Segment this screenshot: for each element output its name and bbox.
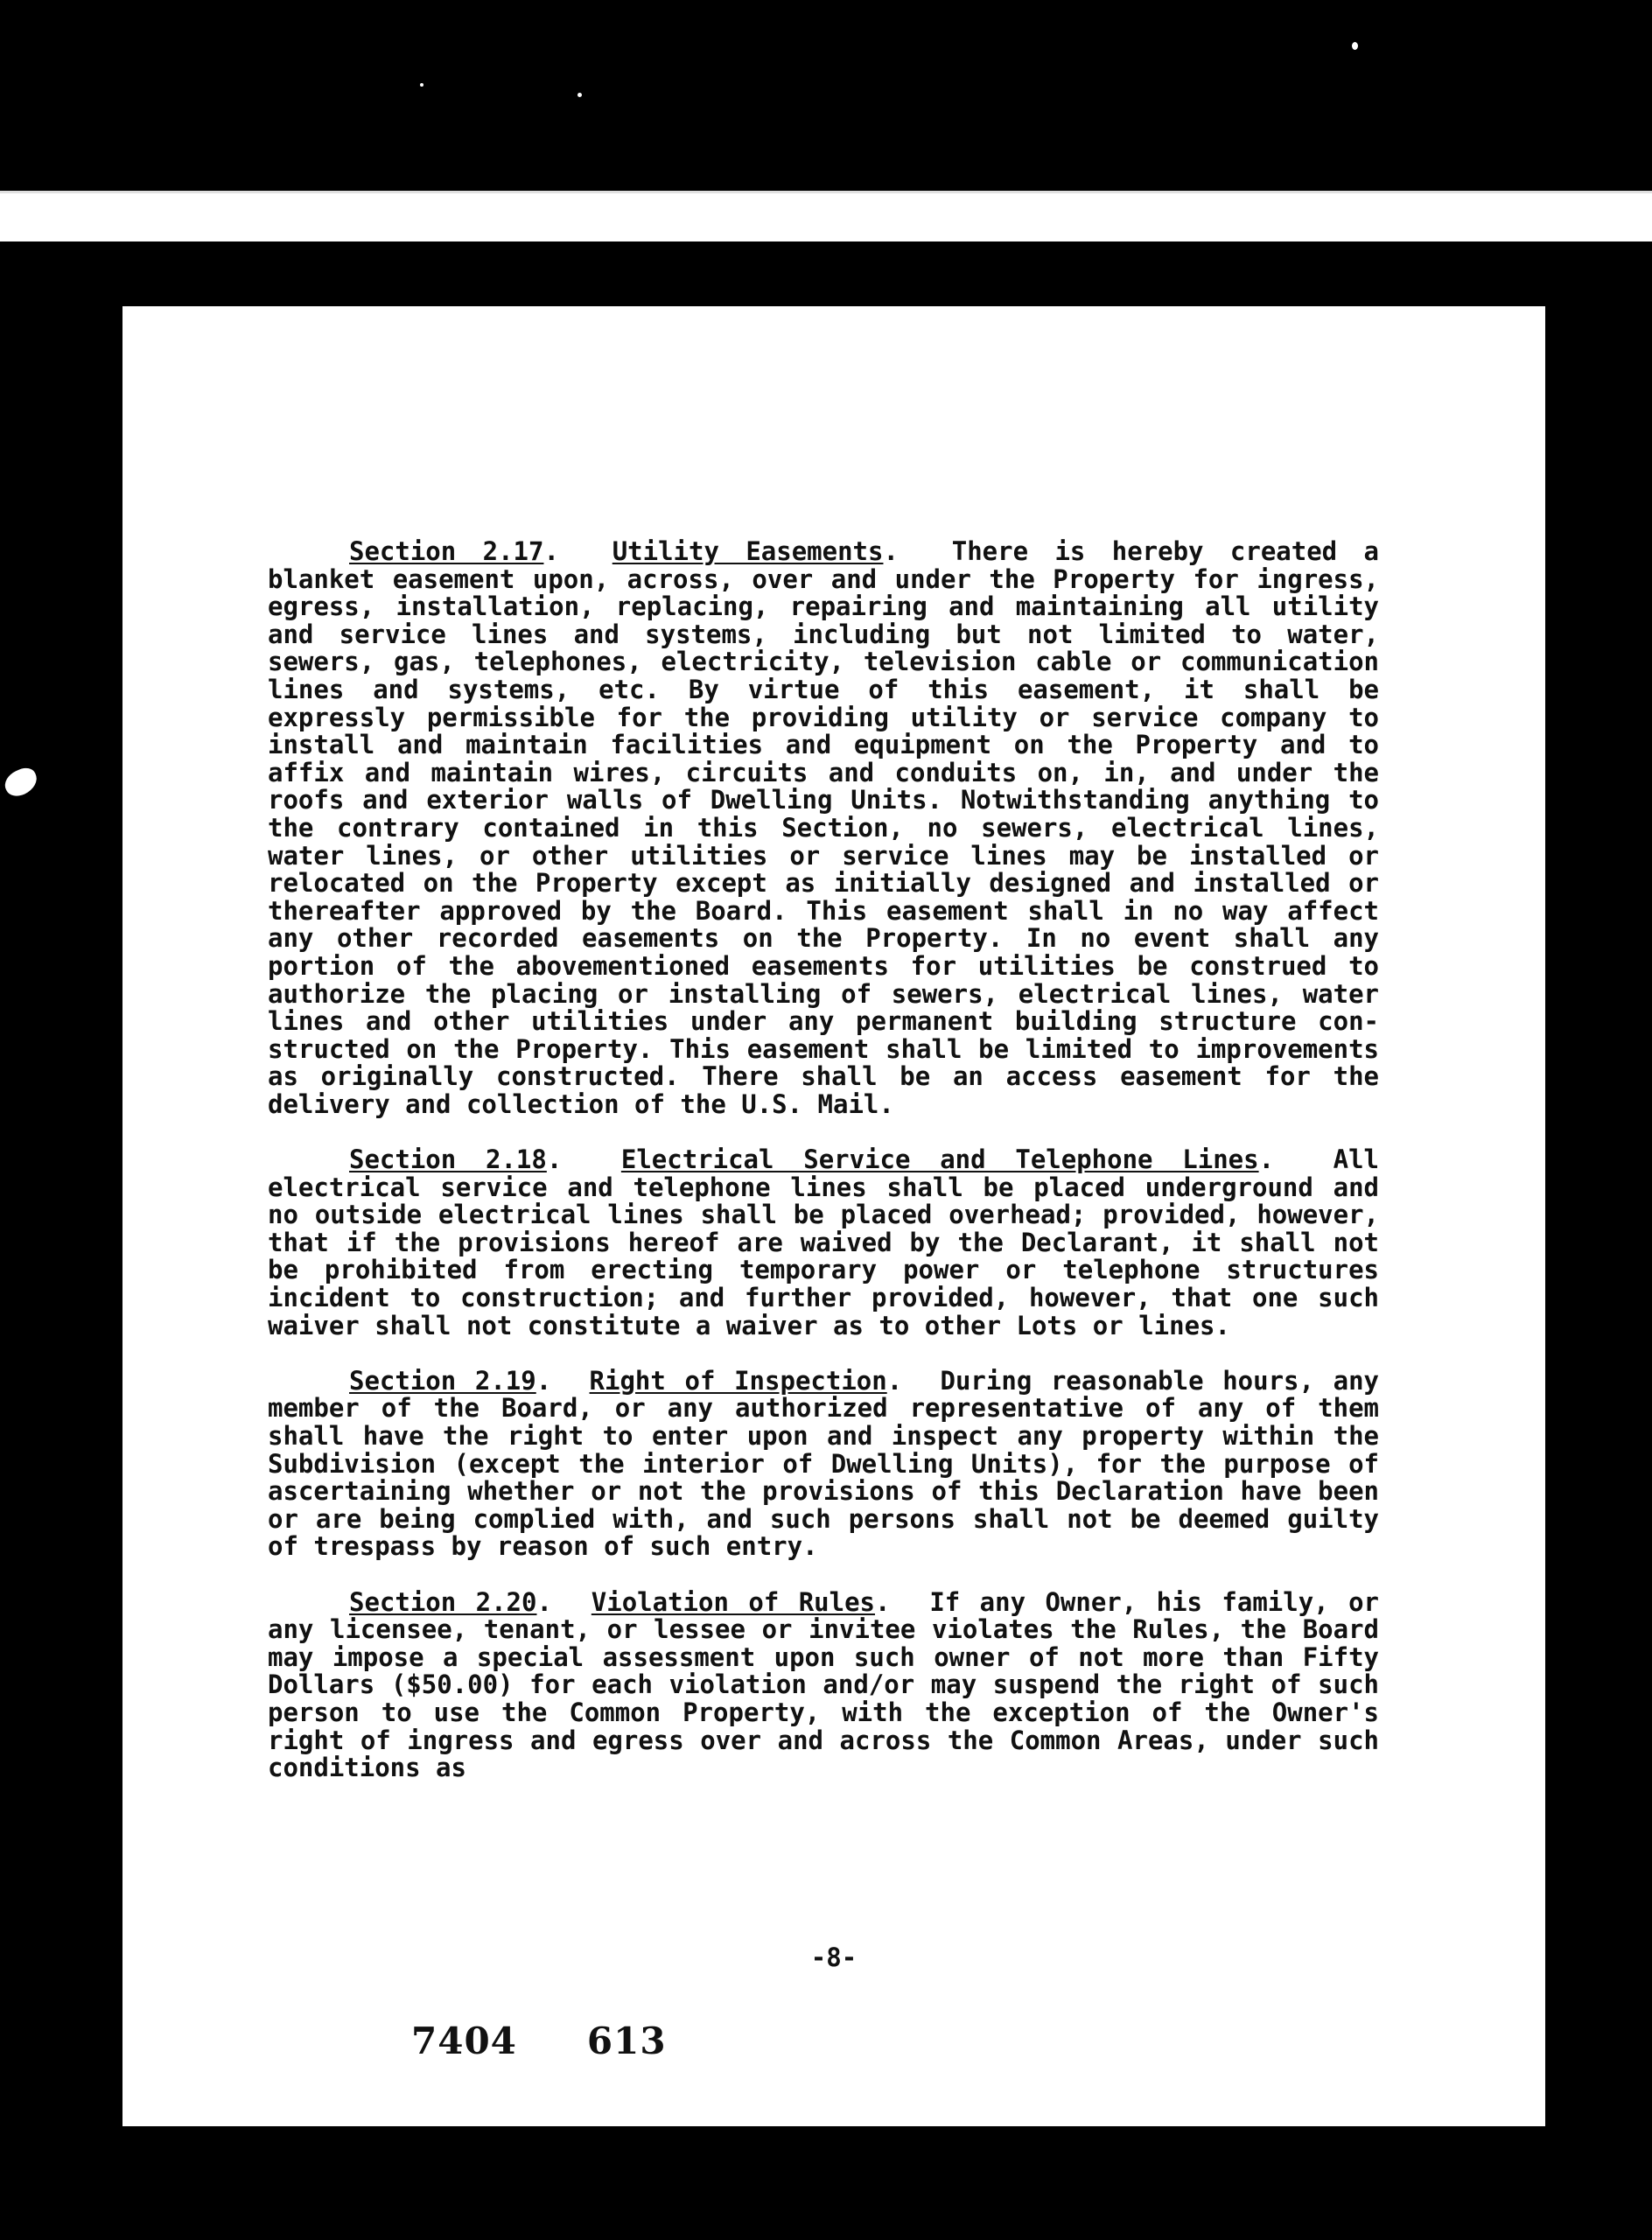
section-paragraph: Section 2.19. Right of Inspection. During reasonable hours, any member of the Board, or any authorized representative of any of them shall have the right to enter upon and inspect any property within the Subdivision (except the interior of Dwelling Units), for the purpose of ascertaining whether or not the provisions of this Declaration have been or are being complied with, and such persons shall not be deemed guilty of trespass by reason of such entry.	[268, 1365, 1380, 1562]
scan-speck	[1352, 42, 1358, 50]
scan-streak	[0, 191, 1652, 193]
section-number: Section 2.20	[349, 1586, 537, 1617]
page-number: -8-	[810, 1942, 858, 1972]
scan-blot	[1, 764, 41, 800]
section-text: During reasonable hours, any member of the Board, or any authorized representative of any of them shall have the right to enter upon and inspect any property within the Subdivision (except the interior of Dwelling Units), for the purpose of ascertaining whether or not the provisions of this Declaration have been or are being complied with, and such persons shall not be deemed guilty of trespass by reason of such entry.	[268, 1365, 1380, 1562]
section-text: There is hereby created a blanket easement upon, across, over and under the Property for ingress, egress, installation, replacing, repairing and maintaining all utility and service lines and systems, including but not limited to water, sewers, gas, telephones, electricity, television cable or communication lines and systems, etc. By virtue of this easement, it shall be expressly permissible for the providing utility or service company to install and maintain facilities and equipment on the Property and to affix and maintain wires, circuits and conduits on, in, and under the roofs and exterior walls of Dwelling Units. Notwithstanding anything to the contrary contained in this Section, no sewers, electrical lines, water lines, or other utilities or service lines may be installed or relocated on the Property except as initially designed and installed or thereafter approved by the Board. This easement shall in no way affect any other recorded easements on the Property. In no event shall any portion of the abovementioned easements for utilities be construed to authorize the placing or installing of sewers, electrical lines, water lines and other utilities under any permanent building structure constructed on the Property. This easement shall be limited to improvements as originally constructed. There shall be an access easement for the delivery and collection of the U.S. Mail.	[268, 536, 1379, 1119]
section-paragraph: Section 2.20. Violation of Rules. If any Owner, his family, or any licensee, tenant, or lessee or invitee violates the Rules, the Board may impose a special assessment upon such owner of not more than Fifty Dollars ($50.00) for each violation and/or may suspend the right of such person to use the Common Property, with the exception of the Owner's right of ingress and egress over and across the Common Areas, under such conditions as	[268, 1586, 1379, 1783]
book-number: 7404	[411, 2020, 517, 2062]
scan-band-top	[0, 191, 1652, 242]
section-title: Violation of Rules	[591, 1586, 875, 1617]
scan-speck	[578, 93, 582, 97]
section-text: If any Owner, his family, or any licensee, tenant, or lessee or invitee violates the Rules, the Board may impose a special assessment upon such owner of not more than Fifty Dollars ($50.00) for each violation and/or may suspend the right of such person to use the Common Property, with the exception of the Owner's right of ingress and egress over and across the Common Areas, under such conditions as	[268, 1586, 1379, 1783]
document-page	[122, 306, 1545, 2126]
scan-speck	[420, 83, 424, 87]
book-page-reference	[411, 2020, 737, 2062]
section-paragraph: Section 2.18. Electrical Service and Telephone Lines. All electrical service and telephone lines shall be placed underground and no outside electrical lines shall be placed overhead; provided, however, that if the provisions hereof are waived by the Declarant, it shall not be prohibited from erecting temporary power or telephone structures incident to construction; and further provided, however, that one such waiver shall not constitute a waiver as to other Lots or lines.	[268, 1144, 1379, 1340]
section-number: Section 2.17	[349, 536, 544, 566]
page-reference: 613	[586, 2020, 667, 2062]
section-title: Utility Easements	[612, 536, 884, 566]
section-text: All electrical service and telephone lines shall be placed underground and no outside electrical lines shall be placed overhead; provided, however, that if the provisions hereof are waived by the Declarant, it shall not be prohibited from erecting temporary power or telephone structures incident to construction; and further provided, however, that one such waiver shall not constitute a waiver as to other Lots or lines.	[268, 1144, 1379, 1340]
section-title: Electrical Service and Telephone Lines	[620, 1144, 1259, 1175]
section-paragraph: Section 2.17. Utility Easements. There is hereby created a blanket easement upon, across, over and under the Property for ingress, egress, installation, replacing, repairing and maintaining all utility and service lines and systems, including but not limited to water, sewers, gas, telephones, electricity, television cable or communication lines and systems, etc. By virtue of this easement, it shall be expressly permissible for the providing utility or service company to install and maintain facilities and equipment on the Property and to affix and maintain wires, circuits and conduits on, in, and under the roofs and exterior walls of Dwelling Units. Notwithstanding anything to the contrary contained in this Section, no sewers, electrical lines, water lines, or other utilities or service lines may be installed or relocated on the Property except as initially designed and installed or thereafter approved by the Board. This easement shall in no way affect any other recorded easements on the Property. In no event shall any portion of the abovementioned easements for utilities be construed to authorize the placing or installing of sewers, electrical lines, water lines and other utilities under any permanent building structure constructed on the Property. This easement shall be limited to improvements as originally constructed. There shall be an access easement for the delivery and collection of the U.S. Mail.	[268, 536, 1379, 1119]
document-body	[268, 538, 1379, 1810]
section-number: Section 2.19	[349, 1365, 536, 1396]
section-title: Right of Inspection	[589, 1365, 887, 1396]
section-number: Section 2.18	[349, 1144, 547, 1175]
